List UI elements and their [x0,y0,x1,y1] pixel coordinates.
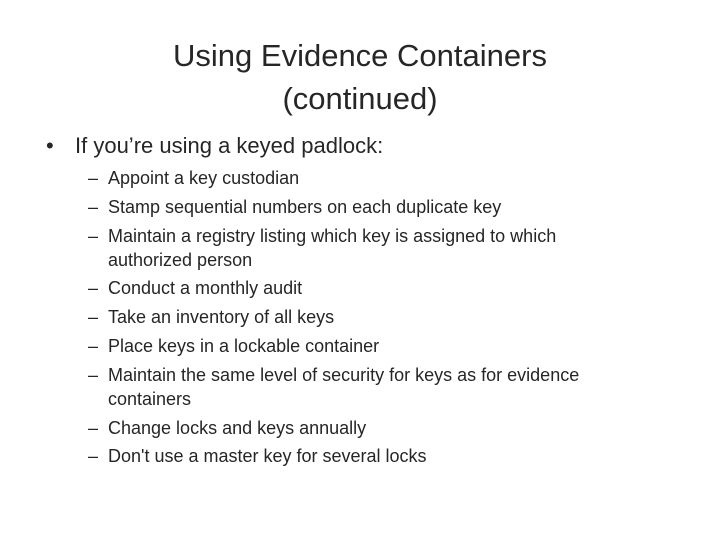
sub-bullet-text: containers [108,389,192,409]
slide-title-line-1: Using Evidence Containers [173,38,547,73]
dash-marker: – [88,418,99,438]
bullet-text: If you’re using a keyed padlock: [75,133,384,158]
dash-marker: – [88,307,99,327]
sub-bullet-text: Take an inventory of all keys [108,307,335,327]
bullet-item [46,132,383,160]
slide-title-line-2: (continued) [282,81,438,116]
sub-bullet-text: Appoint a key custodian [108,168,300,188]
dash-marker: – [88,446,99,466]
sub-bullet-text: Maintain the same level of security for keys as for evidence [108,365,580,385]
sub-bullet-text: Don't use a master key for several locks [108,446,427,466]
dash-marker: – [88,168,99,188]
sub-bullet-text: Maintain a registry listing which key is assigned to which [108,226,557,246]
sub-bullet-text: Conduct a monthly audit [108,278,303,298]
dash-marker: – [88,278,99,298]
dash-marker: – [88,226,99,246]
dash-marker: – [88,365,99,385]
dash-marker: – [88,197,99,217]
bullet-marker: • [46,133,54,158]
dash-marker: – [88,336,99,356]
sub-bullet-text: authorized person [108,250,253,270]
sub-bullet-text: Place keys in a lockable container [108,336,380,356]
sub-bullet-text: Stamp sequential numbers on each duplicate key [108,197,502,217]
sub-bullet-text: Change locks and keys annually [108,418,367,438]
